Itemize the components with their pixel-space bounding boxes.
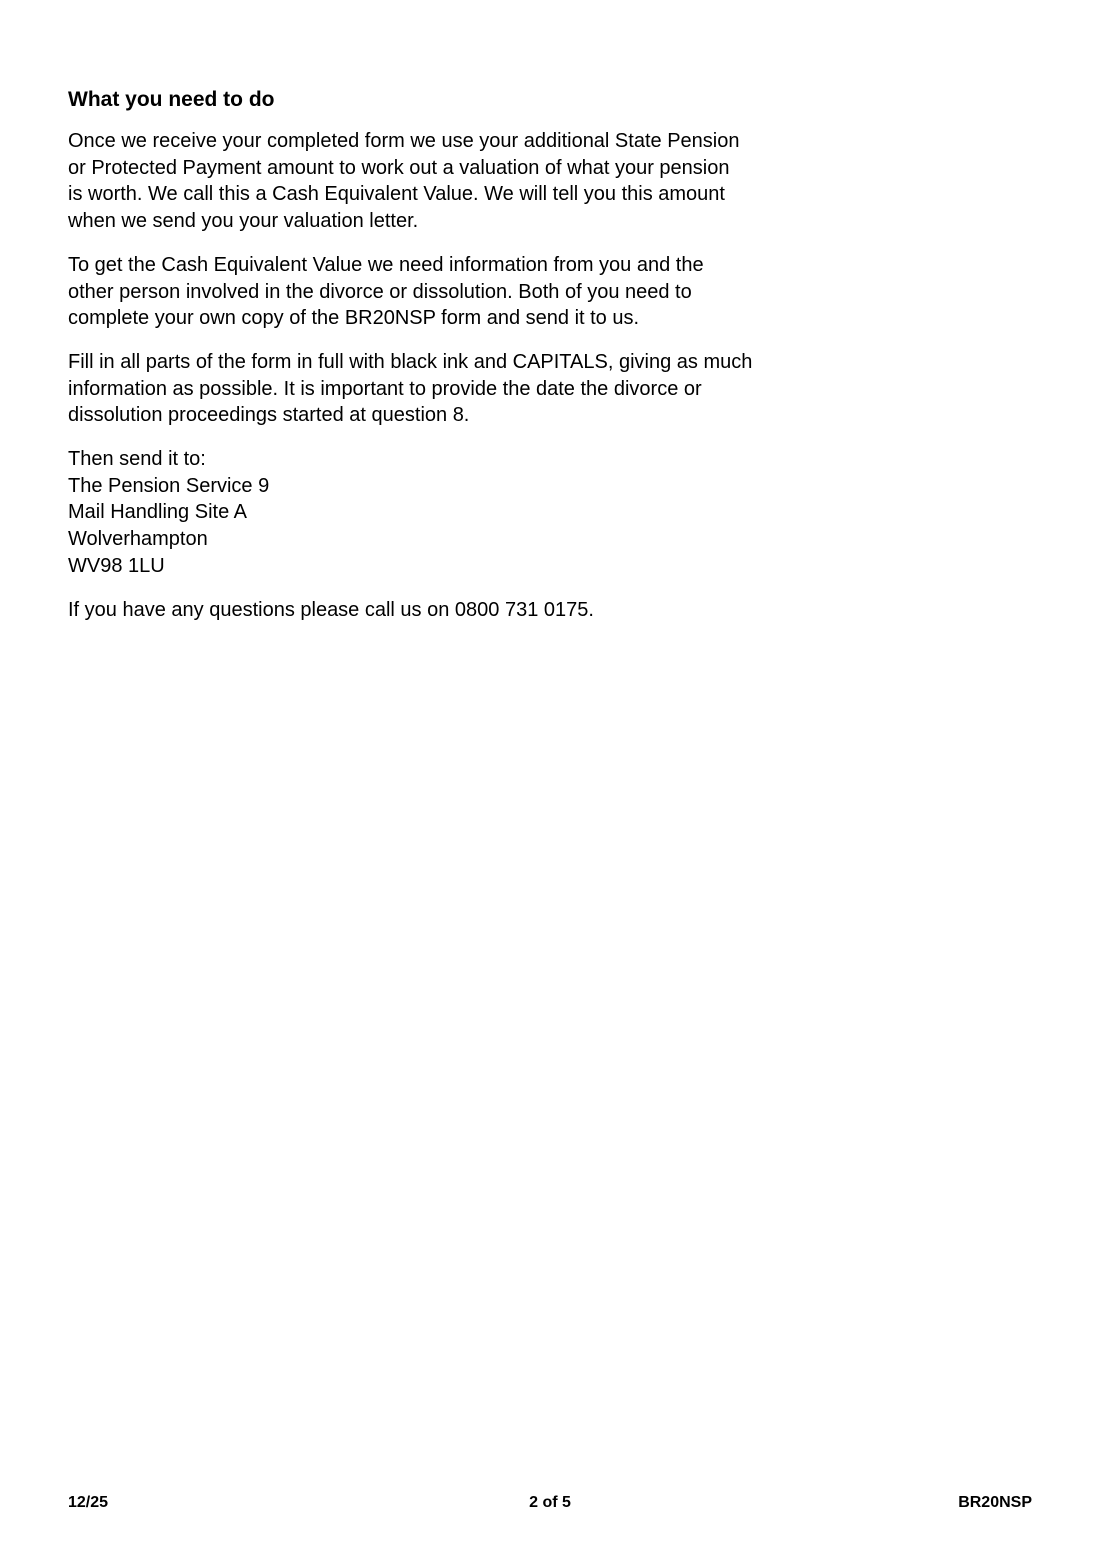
text-line: is worth. We call this a Cash Equivalent Value. We will tell you this amount [68, 183, 725, 206]
text-line: other person involved in the divorce or dissolution. Both of you need to [68, 280, 692, 303]
footer-form-code: BR20NSP [958, 1494, 1032, 1511]
text-line: dissolution proceedings started at question 8. [68, 404, 470, 427]
paragraph-postal-address [68, 446, 838, 580]
paragraph-fill-in-instructions [68, 349, 838, 429]
footer-page-number: 2 of 5 [529, 1494, 571, 1511]
address-line: Wolverhampton [68, 528, 208, 551]
page-footer [0, 1494, 1100, 1518]
text-line: Once we receive your completed form we use your additional State Pension [68, 130, 740, 152]
text-line: If you have any questions please call us on 0800 731 0175. [68, 598, 594, 621]
text-line: complete your own copy of the BR20NSP form and send it to us. [68, 307, 640, 330]
paragraph-information-needed [68, 252, 838, 332]
text-line: To get the Cash Equivalent Value we need information from you and the [68, 253, 704, 276]
paragraph-contact-phone [68, 597, 838, 624]
text-line: Then send it to: [68, 448, 206, 471]
address-line: The Pension Service 9 [68, 474, 270, 497]
footer-date: 12/25 [68, 1494, 109, 1511]
address-postcode: WV98 1LU [68, 554, 165, 577]
page-content [68, 86, 838, 640]
text-line: or Protected Payment amount to work out a valuation of what your pension [68, 156, 730, 179]
text-line: information as possible. It is important to provide the date the divorce or [68, 377, 702, 400]
text-line: Fill in all parts of the form in full with black ink and CAPITALS, giving as much [68, 350, 753, 373]
address-line: Mail Handling Site A [68, 501, 247, 524]
text-line: when we send you your valuation letter. [68, 210, 419, 233]
paragraph-cash-equivalent-intro [68, 128, 838, 235]
section-heading: What you need to do [68, 88, 275, 111]
